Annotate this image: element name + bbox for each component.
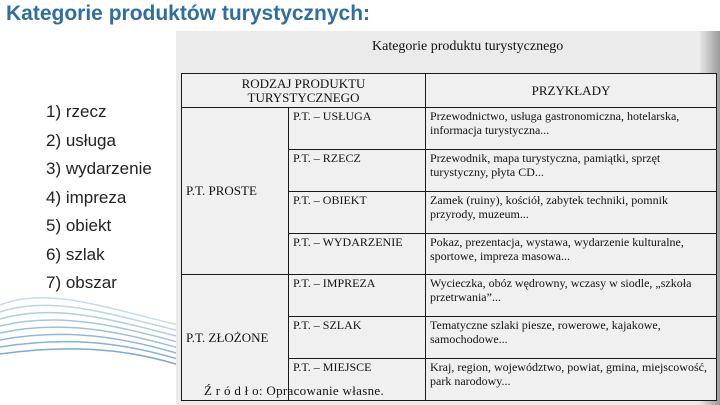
scanned-table-image — [176, 31, 720, 405]
row-examples: Przewodnik, mapa turystyczna, pamiątki, sprzęt turystyczny, płyta CD... — [426, 149, 717, 191]
table-row — [182, 108, 717, 150]
row-kind: P.T. – MIEJSCE — [289, 359, 426, 401]
header-examples: PRZYKŁADY — [426, 74, 717, 108]
group-complex: P.T. ZŁOŻONE — [182, 275, 289, 401]
list-item: 2) usługa — [46, 130, 116, 150]
list-item: 1) rzecz — [46, 102, 107, 121]
list-item: 3) wydarzenie — [46, 159, 152, 178]
category-list — [46, 98, 152, 298]
product-category-table — [181, 73, 717, 401]
list-item: 5) obiekt — [46, 216, 112, 235]
list-item: 4) impreza — [46, 187, 127, 207]
row-kind: P.T. – WYDARZENIE — [289, 233, 426, 275]
row-examples: Kraj, region, województwo, powiat, gmina, miejscowość, park narodowy... — [426, 359, 717, 401]
list-item: 7) obszar — [46, 273, 117, 292]
row-kind: P.T. – OBIEKT — [289, 191, 426, 233]
row-examples: Zamek (ruiny), kościół, zabytek techniki, pomnik przyrody, muzeum... — [426, 191, 717, 233]
row-kind: P.T. – RZECZ — [289, 149, 426, 191]
row-examples: Pokaz, prezentacja, wystawa, wydarzenie kulturalne, sportowe, impreza masowa... — [426, 233, 717, 275]
row-kind: P.T. – USŁUGA — [289, 108, 426, 150]
row-kind: P.T. – IMPREZA — [289, 275, 426, 317]
row-examples: Przewodnictwo, usługa gastronomiczna, hotelarska, informacja turystyczna... — [426, 108, 717, 150]
slide-title: Kategorie produktów turystycznych: — [6, 2, 371, 25]
list-item: 6) szlak — [46, 244, 105, 264]
row-examples: Tematyczne szlaki piesze, rowerowe, kajakowe, samochodowe... — [426, 317, 717, 359]
row-examples: Wycieczka, obóz wędrowny, wczasy w siodle, „szkoła przetrwania”... — [426, 275, 717, 317]
row-kind: P.T. – SZLAK — [289, 317, 426, 359]
scan-title: Kategorie produktu turystycznego — [372, 39, 564, 54]
source-note: Ź r ó d ł o: Opracowanie własne. — [204, 383, 384, 398]
header-product-kind: RODZAJ PRODUKTU TURYSTYCZNEGO — [182, 74, 426, 108]
table-row — [182, 275, 717, 317]
group-simple: P.T. PROSTE — [182, 108, 289, 275]
